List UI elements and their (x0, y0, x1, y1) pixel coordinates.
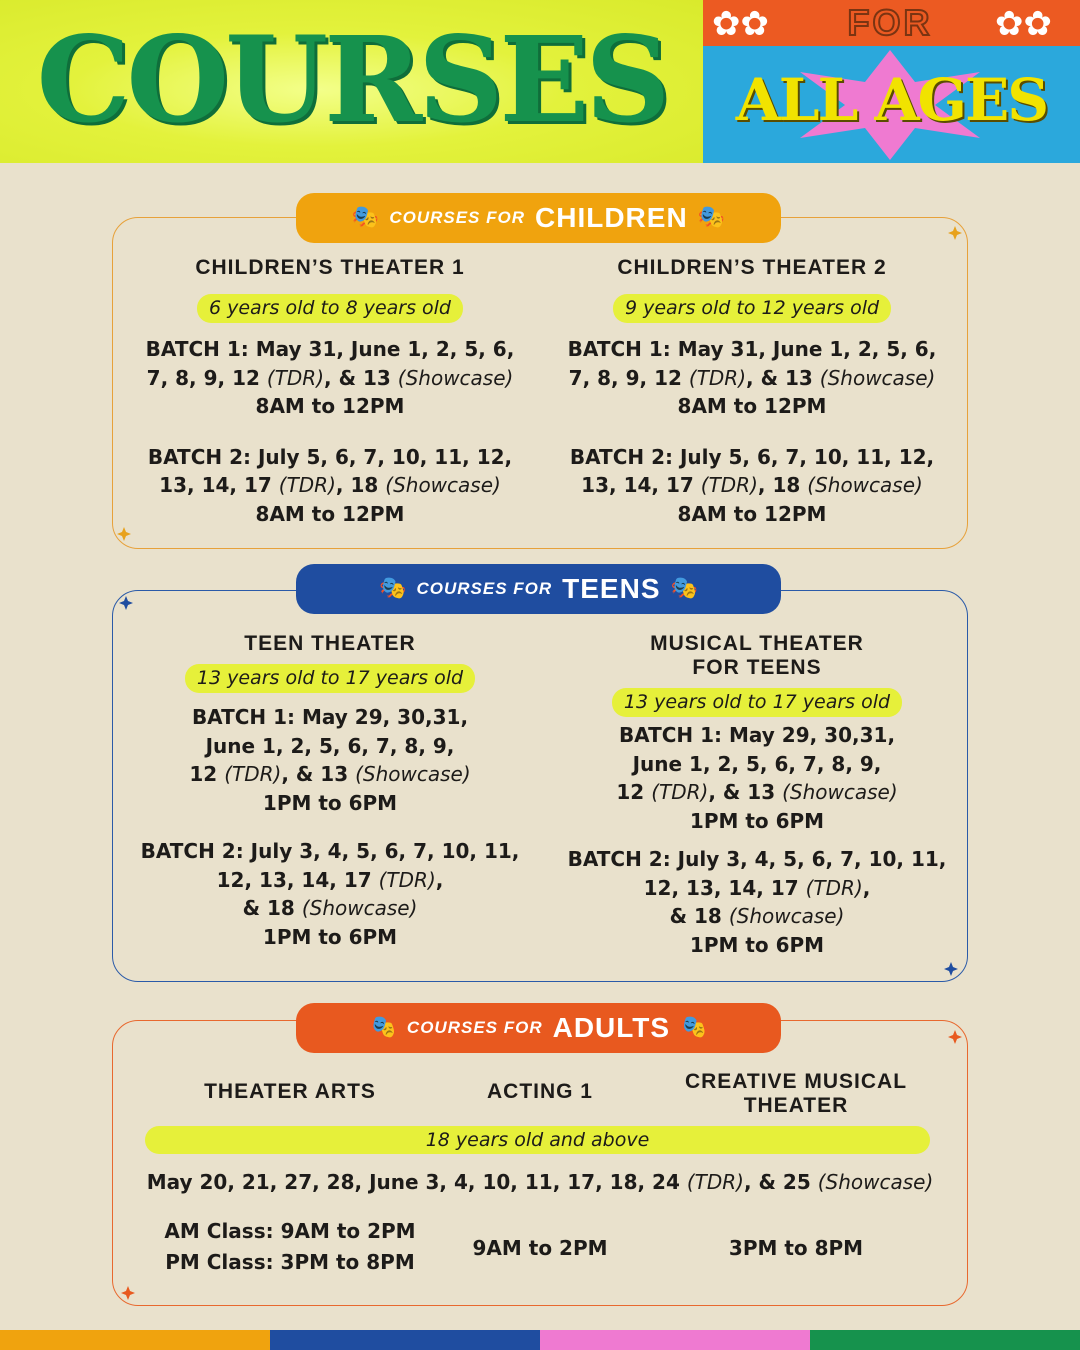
schedule-time: 1PM to 6PM (262, 790, 398, 815)
batch-2-schedule (534, 443, 970, 529)
creative-musical-theater-time: 3PM to 8PM (728, 1236, 864, 1260)
course-title-line-2: FOR TEENS (692, 656, 822, 679)
course-title: CHILDREN’S THEATER 2 (617, 256, 887, 279)
schedule-line: June 1, 2, 5, 6, 7, 8, 9, (632, 751, 882, 776)
schedule-time: 1PM to 6PM (262, 924, 398, 949)
course-title: MUSICAL THEATER (650, 632, 864, 655)
page-title: COURSES (36, 10, 667, 149)
pill-small-text: COURSES FOR (389, 208, 525, 227)
schedule-line: & 18 (Showcase) (242, 896, 418, 920)
course-title-line-1: CREATIVE MUSICAL (684, 1070, 908, 1093)
theater-masks-icon: 🎭 (351, 205, 380, 230)
schedule-line: BATCH 2: July 3, 4, 5, 6, 7, 10, 11, (140, 839, 520, 863)
course-title-creative-musical-theater (650, 1070, 942, 1118)
pill-big-text: TEENS (562, 573, 661, 604)
schedule-time: 8AM to 12PM (255, 501, 405, 526)
pill-big-text: CHILDREN (535, 202, 688, 233)
theater-arts-times (130, 1216, 450, 1278)
flower-icon: ✿✿ (712, 4, 769, 44)
course-title: TEEN THEATER (244, 632, 416, 655)
age-range-badge: 18 years old and above (145, 1126, 930, 1154)
footer-stripe-blue (270, 1330, 540, 1350)
pill-big-text: ADULTS (552, 1012, 671, 1043)
pm-class-time: PM Class: 3PM to 8PM (165, 1250, 415, 1274)
schedule-line: BATCH 1: May 29, 30,31, (191, 705, 469, 729)
course-column-teen-theater (112, 632, 548, 951)
footer-stripe-pink (540, 1330, 810, 1350)
sparkle-icon (944, 962, 958, 976)
age-range-badge: 13 years old to 17 years old (185, 664, 475, 693)
batch-1-schedule (112, 335, 548, 421)
schedule-line: 13, 14, 17 (TDR), 18 (Showcase) (159, 473, 501, 497)
schedule-time: 8AM to 12PM (677, 501, 827, 526)
sparkle-icon (121, 1286, 135, 1300)
schedule-line: 12 (TDR), & 13 (Showcase) (616, 780, 898, 804)
schedule-line: 12, 13, 14, 17 (TDR), (216, 867, 444, 892)
children-pill (296, 193, 781, 243)
pill-small-text: COURSES FOR (406, 1018, 543, 1037)
batch-1-schedule (112, 703, 548, 817)
schedule-line: BATCH 1: May 29, 30,31, (618, 723, 896, 747)
batch-2-schedule (112, 443, 548, 529)
teens-pill (296, 564, 781, 614)
flower-icon: ✿✿ (995, 4, 1052, 44)
theater-masks-icon: 🎭 (670, 576, 698, 601)
schedule-time: 1PM to 6PM (689, 808, 825, 833)
course-column-musical-theater-for-teens (534, 632, 980, 959)
adults-pill (296, 1003, 781, 1053)
schedule-line: 12, 13, 14, 17 (TDR), (643, 875, 871, 900)
schedule-line: 12 (TDR), & 13 (Showcase) (189, 762, 471, 786)
footer-stripe-orange (0, 1330, 270, 1350)
theater-masks-icon: 🎭 (369, 1015, 397, 1040)
theater-masks-icon: 🎭 (697, 205, 726, 230)
schedule-line: 13, 14, 17 (TDR), 18 (Showcase) (581, 473, 923, 497)
course-title-acting-1: ACTING 1 (486, 1080, 593, 1103)
batch-2-schedule (534, 845, 980, 959)
course-title: CHILDREN’S THEATER 1 (195, 256, 465, 279)
schedule-line: BATCH 1: May 31, June 1, 2, 5, 6, (145, 337, 515, 361)
course-title-theater-arts: THEATER ARTS (204, 1080, 376, 1103)
theater-masks-icon: 🎭 (379, 576, 407, 601)
schedule-line: BATCH 1: May 31, June 1, 2, 5, 6, (567, 337, 937, 361)
age-range-badge: 6 years old to 8 years old (197, 294, 463, 323)
sparkle-icon (948, 1030, 962, 1044)
schedule-line: 7, 8, 9, 12 (TDR), & 13 (Showcase) (146, 365, 514, 390)
sparkle-icon (117, 527, 131, 541)
header-all-ages: ALL AGES (735, 66, 1048, 134)
schedule-line: BATCH 2: July 3, 4, 5, 6, 7, 10, 11, (567, 847, 947, 871)
sparkle-icon (119, 596, 133, 610)
pill-small-text: COURSES FOR (416, 579, 553, 598)
batch-2-schedule (112, 837, 548, 951)
schedule-time: 8AM to 12PM (255, 394, 405, 418)
schedule-line: 7, 8, 9, 12 (TDR), & 13 (Showcase) (568, 365, 936, 390)
theater-masks-icon: 🎭 (680, 1015, 708, 1040)
batch-1-schedule (534, 721, 980, 835)
batch-1-schedule (534, 335, 970, 421)
schedule-time: 1PM to 6PM (689, 932, 825, 957)
sparkle-icon (948, 226, 962, 240)
schedule-line: BATCH 2: July 5, 6, 7, 10, 11, 12, (147, 444, 513, 469)
schedule-line: BATCH 2: July 5, 6, 7, 10, 11, 12, (569, 444, 935, 469)
course-title-line-2: THEATER (743, 1094, 849, 1117)
schedule-line: & 18 (Showcase) (669, 904, 845, 928)
schedule-line: June 1, 2, 5, 6, 7, 8, 9, (205, 733, 455, 758)
age-range-badge: 13 years old to 17 years old (612, 688, 902, 717)
age-range-badge: 9 years old to 12 years old (613, 294, 891, 323)
course-column-childrens-theater-2 (534, 256, 970, 528)
footer-stripe-green (810, 1330, 1080, 1350)
am-class-time: AM Class: 9AM to 2PM (164, 1219, 416, 1243)
acting-1-time: 9AM to 2PM (472, 1236, 608, 1260)
course-column-childrens-theater-1 (112, 256, 548, 528)
adults-dates: May 20, 21, 27, 28, June 3, 4, 10, 11, 17, 18, 24 (TDR), & 25 (Showcase) (146, 1170, 934, 1194)
schedule-time: 8AM to 12PM (677, 394, 827, 418)
header-for: FOR (847, 2, 933, 43)
